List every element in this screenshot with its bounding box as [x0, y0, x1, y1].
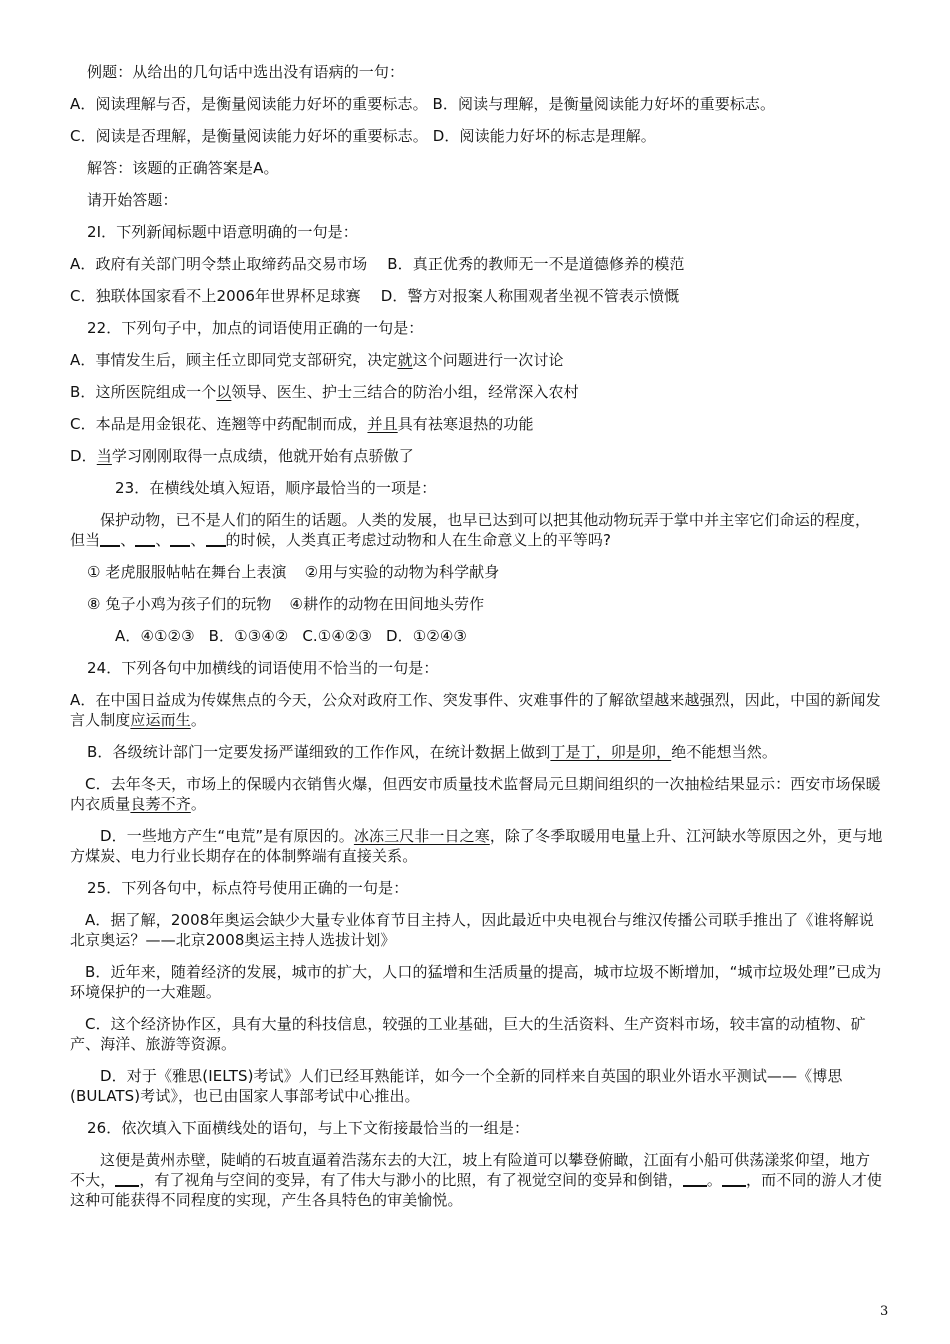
example-answer: 解答：该题的正确答案是A。 — [87, 159, 279, 177]
q23-item-3: ⑧ 兔子小鸡为孩子们的玩物 — [87, 595, 272, 613]
q23-options — [70, 626, 885, 646]
q26-passage-start: 这便是黄州赤壁，陡峭的石坡直逼着浩荡东去的大江，坡上有险道可以攀登俯瞰，江面有小船可供荡漾浆仰望，地方不大， — [70, 1151, 871, 1189]
q23-item-1: ① 老虎服服帖帖在舞台上表演 — [87, 563, 287, 581]
q24-stem: 24．下列各句中加横线的词语使用不恰当的一句是： — [87, 659, 439, 677]
q22-option-c — [70, 414, 885, 434]
q22-c-text-end: 具有祛寒退热的功能 — [397, 415, 534, 433]
q23-items-row-1 — [70, 562, 885, 582]
page-number: 3 — [880, 1304, 889, 1319]
q26-passage-middle: ，有了视角与空间的变异，有了伟大与渺小的比照，有了视觉空间的变异和倒错， — [139, 1171, 683, 1189]
q23-passage-end: 的时候，人类真正考虑过动物和人在生命意义上的平等吗? — [225, 531, 612, 549]
q23-item-4: ④耕作的动物在田间地头劳作 — [289, 595, 485, 613]
q26-blank-2 — [683, 1170, 707, 1187]
q23-blank-2 — [135, 530, 155, 547]
q22-c-text: C．本品是用金银花、连翘等中药配制而成， — [70, 415, 368, 433]
q22-b-text: B．这所医院组成一个 — [70, 383, 217, 401]
q22-option-b — [70, 382, 885, 402]
q22-a-text-end: 这个问题进行一次讨论 — [412, 351, 564, 369]
q24-a-underlined: 应运而生 — [130, 711, 191, 729]
q21-options-cd: C．独联体国家看不上2006年世界杯足球赛 D．警方对报案人称围观者坐视不管表示愤慨 — [70, 287, 680, 305]
q26-blank-3 — [722, 1170, 746, 1187]
q23-option-a: A．④①②③ — [115, 627, 195, 645]
q24-a-text: A．在中国日益成为传媒焦点的今天，公众对政府工作、突发事件、灾难事件的了解欲望越来越强烈，因此，中国的新闻发言人制度 — [70, 691, 881, 729]
q24-option-d — [70, 826, 885, 866]
q26-passage-period: 。 — [706, 1171, 723, 1189]
q25-option-c: C．这个经济协作区，具有大量的科技信息，较强的工业基础，巨大的生活资料、生产资料市场，较丰富的动植物、矿产、海洋、旅游等资源。 — [70, 1015, 866, 1053]
q22-option-a — [70, 350, 885, 370]
q23-separator-2: 、 — [155, 531, 171, 549]
q23-separator-3: 、 — [190, 531, 206, 549]
q24-b-underlined: 丁是丁，卯是卯， — [550, 743, 672, 761]
q23-option-d: D．①②④③ — [385, 627, 467, 645]
q23-passage — [70, 510, 885, 550]
q22-c-marked-word: 并且 — [367, 415, 398, 433]
q26-blank-1 — [115, 1170, 139, 1187]
q24-b-text-end: 绝不能想当然。 — [671, 743, 777, 761]
q24-option-c — [70, 774, 885, 814]
q24-d-underlined: 冰冻三尺非一日之寒 — [353, 827, 490, 845]
page-content — [70, 62, 885, 1222]
q23-blank-3 — [170, 530, 190, 547]
q23-option-c: C.①④②③ — [302, 627, 372, 645]
q26-stem: 26．依次填入下面横线处的语句，与上下文衔接最恰当的一组是： — [87, 1119, 530, 1137]
q22-stem: 22．下列句子中，加点的词语使用正确的一句是： — [87, 319, 424, 337]
q24-c-underlined: 良莠不齐 — [130, 795, 191, 813]
example-question: 例题：从给出的几句话中选出没有语病的一句： — [87, 63, 405, 81]
q23-separator-1: 、 — [120, 531, 136, 549]
q24-option-b — [70, 742, 885, 762]
q23-items-row-2 — [70, 594, 885, 614]
q24-c-text-end: 。 — [190, 795, 206, 813]
q24-d-text: D．一些地方产生“电荒”是有原因的。 — [100, 827, 354, 845]
q23-blank-1 — [100, 530, 120, 547]
q23-stem: 23．在横线处填入短语，顺序最恰当的一项是： — [115, 479, 437, 497]
q25-option-a: A．据了解，2008年奥运会缺少大量专业体育节目主持人，因此最近中央电视台与维汉传播公司联手推出了《谁将解说北京奥运？——北京2008奥运主持人选拔计划》 — [70, 911, 874, 949]
q22-d-marked-word: 当 — [96, 447, 112, 465]
example-options-cd: C．阅读是否理解，是衡量阅读能力好坏的重要标志。 D．阅读能力好坏的标志是理解。 — [70, 127, 656, 145]
q24-d-text-end: ，除了冬季取暖用电量上升、江河缺水等原因之外，更与地方煤炭、电力行业长期存在的体制弊端有直接关系。 — [70, 827, 883, 865]
q22-a-marked-word: 就 — [397, 351, 413, 369]
q24-a-text-end: 。 — [190, 711, 206, 729]
q22-d-text: D． — [70, 447, 97, 465]
q24-b-text: B．各级统计部门一定要发扬严谨细致的工作作风，在统计数据上做到 — [87, 743, 551, 761]
q23-passage-start: 保护动物，已不是人们的陌生的话题。人类的发展，也早已达到可以把其他动物玩弄于掌中并主宰它们命运的程度， 但当 — [70, 511, 878, 549]
q23-blank-4 — [206, 530, 226, 547]
q22-b-marked-word: 以 — [216, 383, 232, 401]
start-instruction: 请开始答题： — [87, 191, 178, 209]
q22-a-text: A．事情发生后，顾主任立即同党支部研究，决定 — [70, 351, 398, 369]
q25-option-d: D．对于《雅思(IELTS)考试》人们已经耳熟能详，如今一个全新的同样来自英国的职业外语水平测试——《博思(BULATS)考试》，也已由国家人事部考试中心推出。 — [70, 1067, 843, 1105]
q22-d-text-end: 学习刚刚取得一点成绩，他就开始有点骄傲了 — [111, 447, 414, 465]
q22-option-d — [70, 446, 885, 466]
q24-c-text: C．去年冬天，市场上的保暖内衣销售火爆，但西安市质量技术监督局元旦期间组织的一次抽检结果显示：西安市场保暖内衣质量 — [70, 775, 881, 813]
q25-stem: 25．下列各句中，标点符号使用正确的一句是： — [87, 879, 409, 897]
q23-item-2: ②用与实验的动物为科学献身 — [304, 563, 500, 581]
q21-stem: 2I．下列新闻标题中语意明确的一句是： — [87, 223, 358, 241]
example-options-ab: A．阅读理解与否，是衡量阅读能力好坏的重要标志。 B．阅读与理解，是衡量阅读能力好坏的重要标志。 — [70, 95, 776, 113]
q21-options-ab: A．政府有关部门明令禁止取缔药品交易市场 B．真正优秀的教师无一不是道德修养的模范 — [70, 255, 685, 273]
q22-b-text-end: 领导、医生、护士三结合的防治小组，经常深入农村 — [231, 383, 579, 401]
q24-option-a — [70, 690, 885, 730]
q26-passage — [70, 1150, 885, 1210]
q23-option-b: B．①③④② — [208, 627, 289, 645]
q26-passage-end: ，而不同的游人才使这种可能获得不同程度的实现，产生各具特色的审美愉悦。 — [70, 1171, 882, 1209]
q25-option-b: B．近年来，随着经济的发展，城市的扩大，人口的猛增和生活质量的提高，城市垃圾不断增加，“城市垃圾处理”已成为环境保护的一大难题。 — [70, 963, 882, 1001]
